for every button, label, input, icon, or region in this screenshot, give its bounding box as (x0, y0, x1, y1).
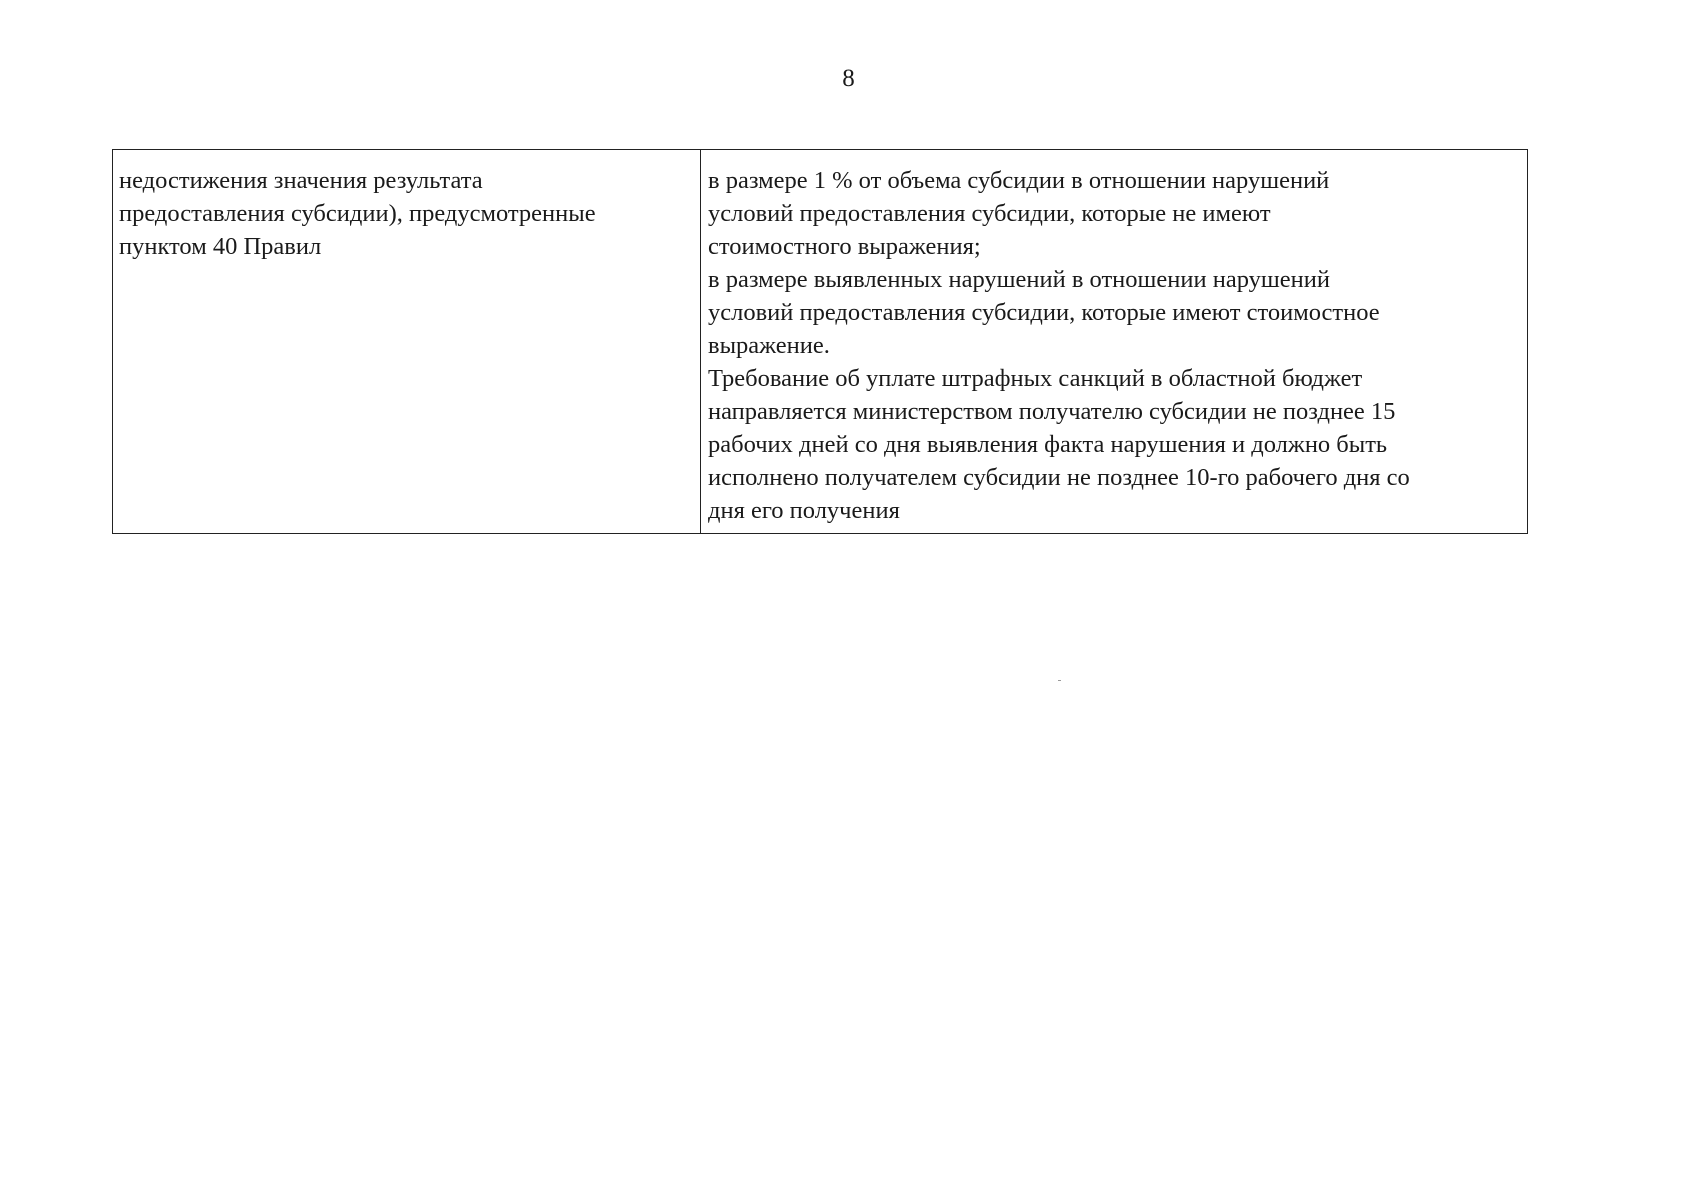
right-cell-line: исполнено получателем субсидии не позднее 10-го рабочего дня со (708, 464, 1410, 491)
right-cell-line: в размере 1 % от объема субсидии в отношении нарушений (708, 167, 1330, 194)
right-cell-line: дня его получения (708, 497, 900, 524)
right-cell-line: условий предоставления субсидии, которые имеют стоимостное (708, 299, 1380, 326)
left-cell-line: пунктом 40 Правил (119, 233, 322, 260)
left-cell-line: недостижения значения результата (119, 167, 483, 194)
left-cell-line: предоставления субсидии), предусмотренные (119, 200, 596, 227)
table-cell-right (701, 150, 1527, 533)
right-cell-line: Требование об уплате штрафных санкций в областной бюджет (708, 365, 1363, 392)
scan-speck (1058, 680, 1061, 681)
document-table (112, 149, 1528, 534)
right-cell-line: в размере выявленных нарушений в отношении нарушений (708, 266, 1330, 293)
page-number: 8 (842, 65, 855, 92)
right-cell-line: рабочих дней со дня выявления факта нарушения и должно быть (708, 431, 1388, 458)
right-cell-line: условий предоставления субсидии, которые не имеют (708, 200, 1271, 227)
right-cell-line: направляется министерством получателю субсидии не позднее 15 (708, 398, 1396, 425)
right-cell-line: стоимостного выражения; (708, 233, 981, 260)
table-cell-left (113, 150, 701, 533)
right-cell-line: выражение. (708, 332, 830, 359)
